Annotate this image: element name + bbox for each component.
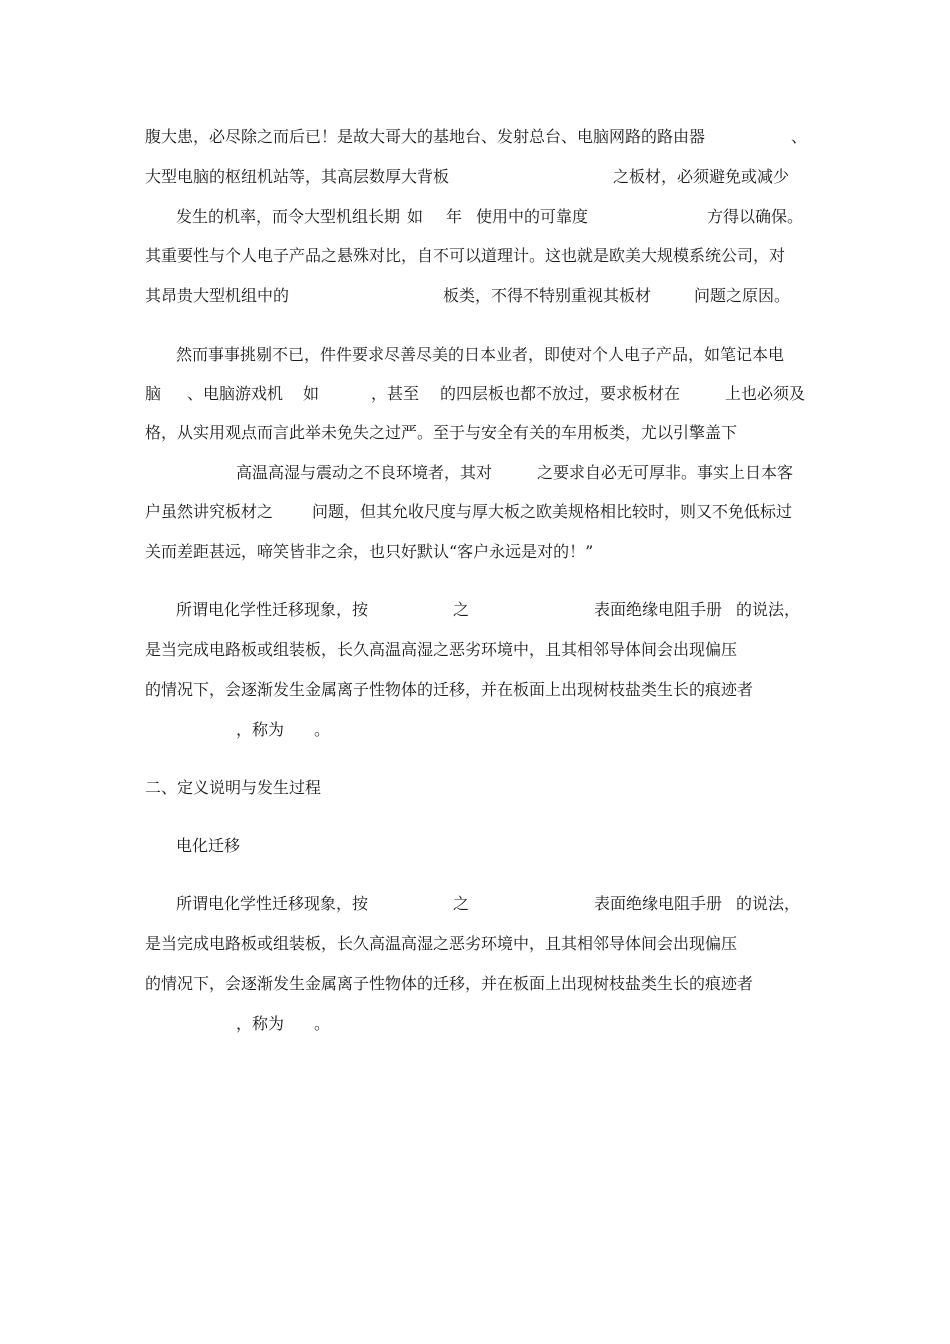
text-line: 腹大患，必尽除之而后已！是故大哥大的基地台、发射总台、电脑网路的路由器: [145, 127, 706, 146]
text-line: 发生的机率，而令大型机组长期: [176, 207, 401, 226]
text-line: 大型电脑的枢纽机站等，其高层数厚大背板: [145, 167, 450, 186]
text-line: 的情况下，会逐渐发生金属离子性物体的迁移，并在板面上出现树枝盐类生长的痕迹者: [145, 680, 754, 699]
text-line: 如: [407, 207, 424, 226]
section-heading: 二、定义说明与发生过程: [145, 778, 322, 797]
text-line: 的四层板也都不放过，要求板材在: [440, 384, 681, 403]
text-line: 、电脑游戏机: [187, 384, 284, 403]
text-line: 其昂贵大型机组中的: [145, 286, 290, 305]
text-line: ，称为: [236, 1014, 285, 1033]
text-line: 表面绝缘电阻手册: [594, 894, 723, 913]
text-line: 的说法，: [736, 894, 801, 913]
text-line: 方得以确保。: [707, 207, 804, 226]
text-line: 的说法，: [736, 600, 801, 619]
text-line: 关而差距甚远，啼笑皆非之余，也只好默认“客户永远是对的！”: [145, 542, 594, 561]
text-line: 问题之原因。: [694, 286, 791, 305]
text-line: 格，从实用观点而言此举未免失之过严。至于与安全有关的车用板类，尤以引擎盖下: [145, 423, 738, 442]
text-line: 、: [791, 127, 808, 146]
text-line: 上也必须及: [725, 384, 806, 403]
text-line: 。: [314, 720, 331, 739]
text-line: 脑: [145, 384, 162, 403]
text-line: 之要求自必无可厚非。事实上日本客: [537, 463, 794, 482]
text-line: 然而事事挑剔不已，件件要求尽善尽美的日本业者，即使对个人电子产品，如笔记本电: [176, 345, 785, 364]
text-line: ，甚至: [371, 384, 420, 403]
text-line: 之: [453, 600, 470, 619]
text-line: 高温高湿与震动之不良环境者，其对: [236, 463, 493, 482]
text-line: 年: [446, 207, 463, 226]
text-line: 。: [314, 1014, 331, 1033]
text-line: 其重要性与个人电子产品之悬殊对比，自不可以道理计。这也就是欧美大规模系统公司，对: [145, 246, 786, 265]
text-line: 户虽然讲究板材之: [145, 502, 274, 521]
text-line: 是当完成电路板或组装板，长久高温高湿之恶劣环境中，且其相邻导体间会出现偏压: [145, 934, 738, 953]
text-line: 之板材，必须避免或减少: [613, 167, 790, 186]
text-line: 使用中的可靠度: [476, 207, 589, 226]
text-line: 所谓电化学性迁移现象，按: [176, 600, 369, 619]
text-line: 如: [303, 384, 320, 403]
subheading: 电化迁移: [176, 836, 241, 855]
text-line: ，称为: [236, 720, 285, 739]
text-line: 的情况下，会逐渐发生金属离子性物体的迁移，并在板面上出现树枝盐类生长的痕迹者: [145, 974, 754, 993]
text-line: 问题，但其允收尺度与厚大板之欧美规格相比较时，则又不免低标过: [312, 502, 793, 521]
text-line: 是当完成电路板或组装板，长久高温高湿之恶劣环境中，且其相邻导体间会出现偏压: [145, 640, 738, 659]
text-line: 之: [453, 894, 470, 913]
text-line: 表面绝缘电阻手册: [594, 600, 723, 619]
text-line: 板类，不得不特别重视其板材: [443, 286, 652, 305]
text-line: 所谓电化学性迁移现象，按: [176, 894, 369, 913]
